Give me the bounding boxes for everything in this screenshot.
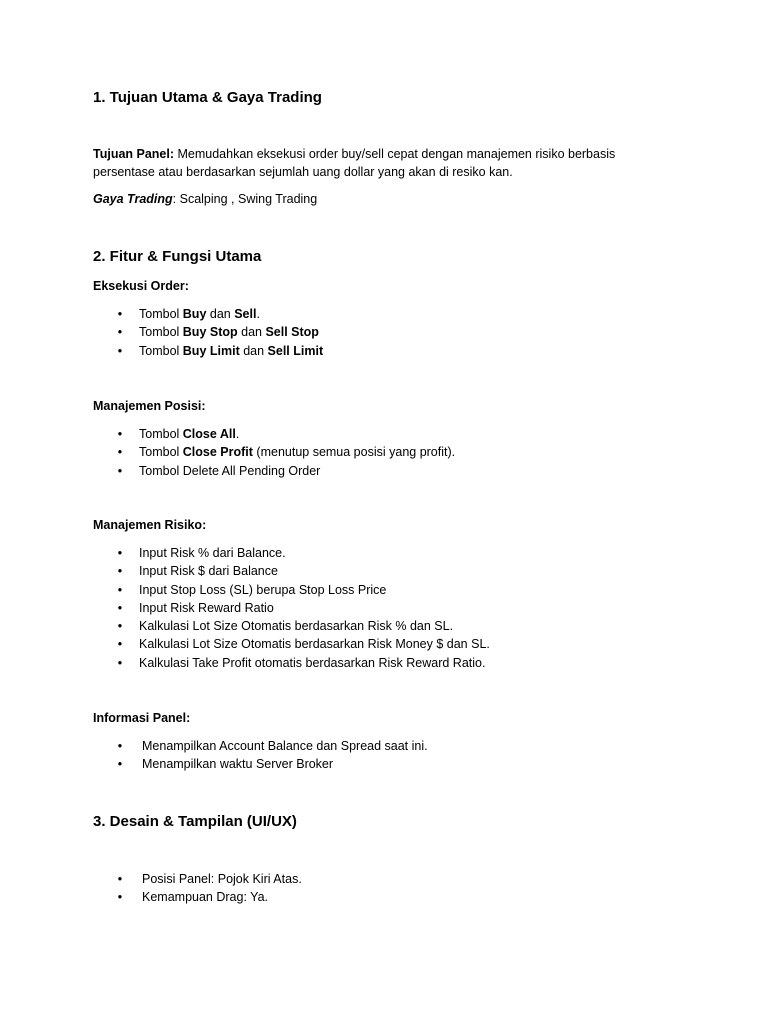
bullet-icon: • [117, 307, 123, 321]
bullet-icon: • [117, 655, 123, 670]
manajemen-posisi-title: Manajemen Posisi: [93, 399, 206, 413]
bullet-icon: • [117, 427, 123, 441]
tujuan-panel-paragraph-line1 [93, 145, 615, 163]
tujuan-panel-text: Memudahkan eksekusi order buy/sell cepat dengan manajemen risiko berbasis [174, 147, 616, 161]
bullet-icon: • [117, 890, 123, 905]
bullet-icon: • [117, 637, 123, 652]
bullet-icon: • [117, 325, 123, 340]
bullet-icon: • [117, 739, 123, 753]
bullet-icon: • [117, 343, 123, 358]
gaya-trading-label: Gaya Trading [93, 192, 173, 206]
informasi-panel-title: Informasi Panel: [93, 711, 191, 725]
bullet-icon: • [117, 564, 123, 579]
eksekusi-order-title: Eksekusi Order: [93, 279, 189, 293]
gaya-trading-value: : Scalping , Swing Trading [172, 192, 318, 206]
section-2-heading: 2. Fitur & Fungsi Utama [93, 248, 262, 265]
bullet-icon: • [117, 463, 123, 478]
bullet-icon: • [117, 582, 123, 597]
section-1-heading: 1. Tujuan Utama & Gaya Trading [93, 89, 322, 106]
section-3-heading: 3. Desain & Tampilan (UI/UX) [93, 813, 297, 830]
bullet-icon: • [117, 757, 123, 772]
bullet-icon: • [117, 546, 123, 560]
manajemen-risiko-title: Manajemen Risiko: [93, 518, 207, 532]
bullet-icon: • [117, 600, 123, 615]
bullet-icon: • [117, 619, 123, 634]
tujuan-panel-label: Tujuan Panel: [93, 147, 175, 161]
tujuan-panel-paragraph-line2: persentase atau berdasarkan sejumlah uang dollar yang akan di resiko kan. [93, 165, 513, 179]
bullet-icon: • [117, 872, 123, 886]
bullet-icon: • [117, 445, 123, 460]
document-page: 1. Tujuan Utama & Gaya Trading Tujuan Panel: Memudahkan eksekusi order buy/sell cepat dengan manajemen risiko berbasis persentase atau berdasarkan sejumlah uang dollar yang akan di resiko kan. Gaya Trading: Scalping , Swing Trading 2. Fitur & Fungsi Utama Eksekusi Order: • Tombol Buy dan Sell. • Tombol Buy Stop dan Sell Stop • Tombol Buy Limit dan Sell Limit Manajemen Posisi: • Tombol Close All. • Tombol Close Profit (menutup semua posisi yang profit). • Tombol Delete All Pending Order Manajemen Risiko: • Input Risk % dari Balance. • Input Risk $ dari Balance • Input Stop Loss (SL) berupa Stop Loss Price • Input Risk Reward Ratio • Kalkulasi Lot Size Otomatis berdasarkan Risk % dan SL. • Kalkulasi Lot Size Otomatis berdasarkan Risk Money $ dan SL. • Kalkulasi Take Profit otomatis berdasarkan Risk Reward Ratio. Informasi Panel: • Menampilkan Account Balance dan Spread saat ini. • Menampilkan waktu Server Broker 3. Desain & Tampilan (UI/UX) • Posisi Panel: Pojok Kiri Atas. • Kemampuan Drag: Ya. [0, 0, 768, 1024]
gaya-trading-paragraph [93, 190, 317, 208]
